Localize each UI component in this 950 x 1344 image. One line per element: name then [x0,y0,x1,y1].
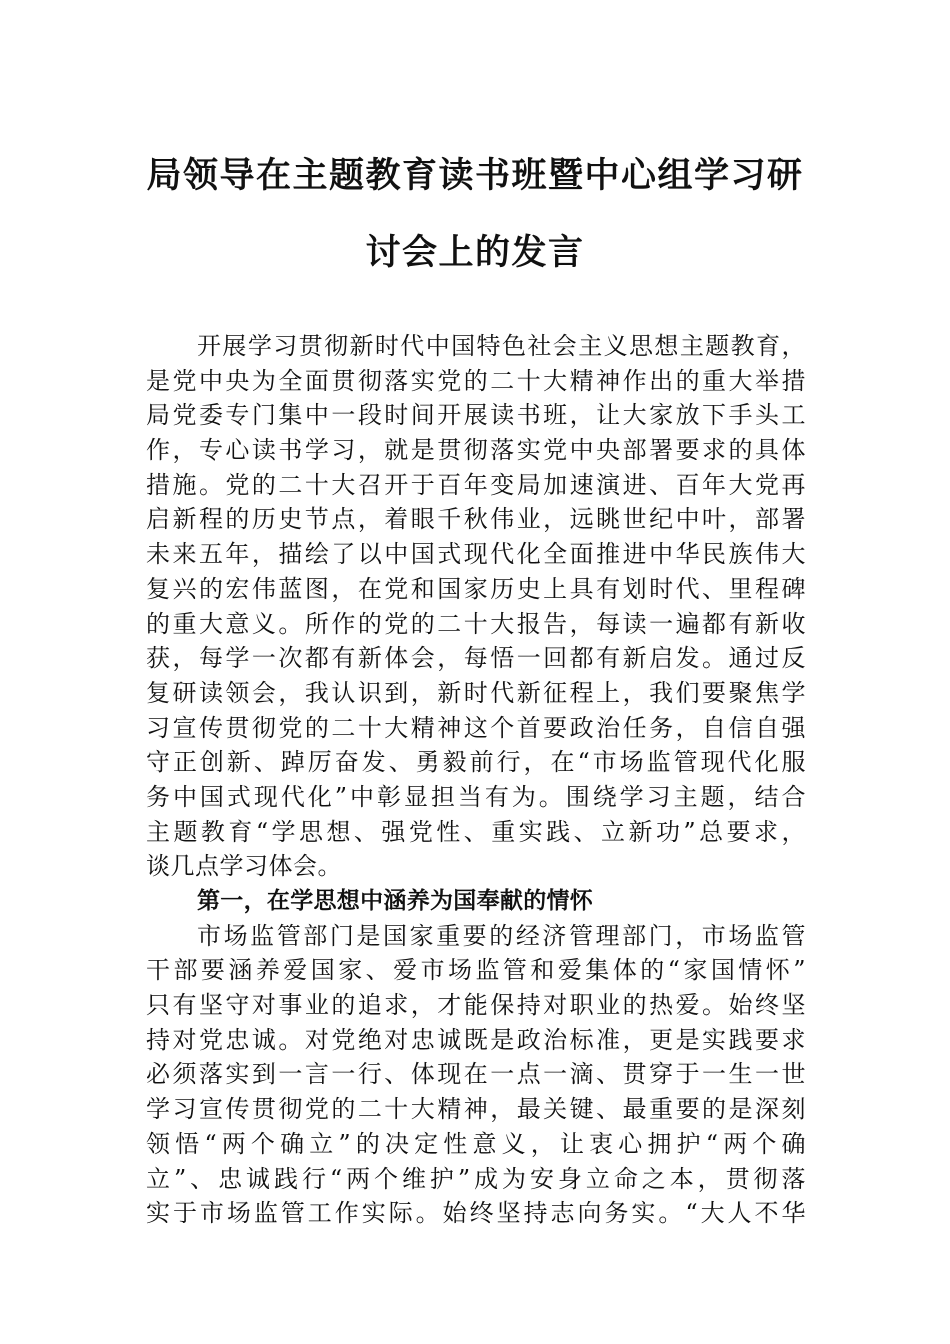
body-line: 措施。党的二十大召开于百年变局加速演进、百年大党再 [146,470,806,499]
body-line: 局党委专门集中一段时间开展读书班，让大家放下手头工 [146,401,806,430]
body-line: 主题教育“学思想、强党性、重实践、立新功”总要求， [146,817,806,846]
body-line: 作，专心读书学习，就是贯彻落实党中央部署要求的具体 [146,436,806,465]
body-line: 复兴的宏伟蓝图，在党和国家历史上具有划时代、里程碑 [146,574,806,603]
body-line: 谈几点学习体会。 [146,852,342,881]
body-line: 必须落实到一言一行、体现在一点一滴、贯穿于一生一世 [146,1060,806,1089]
title-line-2: 讨会上的发言 [365,232,585,273]
body-line: 市场监管部门是国家重要的经济管理部门，市场监管 [197,921,806,950]
section-heading: 第一，在学思想中涵养为国奉献的情怀 [197,888,594,914]
body-line: 习宣传贯彻党的二十大精神这个首要政治任务，自信自强 [146,713,806,742]
body-line: 的重大意义。所作的党的二十大报告，每读一遍都有新收 [146,609,806,638]
body-line: 只有坚守对事业的追求，才能保持对职业的热爱。始终坚 [146,991,806,1020]
body-line: 务中国式现代化”中彰显担当有为。围绕学习主题，结合 [146,782,806,811]
body-line: 持对党忠诚。对党绝对忠诚既是政治标准，更是实践要求 [146,1025,806,1054]
body-line: 是党中央为全面贯彻落实党的二十大精神作出的重大举措 [146,366,806,395]
document-body [146,329,806,1231]
body-line: 启新程的历史节点，着眼千秋伟业，远眺世纪中叶，部署 [146,505,806,534]
document-title [0,155,950,273]
body-line: 立”、忠诚践行“两个维护”成为安身立命之本，贯彻落 [146,1164,806,1193]
body-line: 复研读领会，我认识到，新时代新征程上，我们要聚焦学 [146,678,806,707]
body-line: 获，每学一次都有新体会，每悟一回都有新启发。通过反 [146,644,806,673]
body-line: 领悟“两个确立”的决定性意义，让衷心拥护“两个确 [146,1129,806,1158]
body-line: 学习宣传贯彻党的二十大精神，最关键、最重要的是深刻 [146,1095,806,1124]
body-line: 开展学习贯彻新时代中国特色社会主义思想主题教育， [197,332,806,360]
body-line: 干部要涵养爱国家、爱市场监管和爱集体的“家国情怀” [146,956,806,985]
title-line-1: 局领导在主题教育读书班暨中心组学习研 [146,155,804,196]
body-line: 实于市场监管工作实际。始终坚持志向务实。“大人不华 [146,1199,806,1228]
body-line: 未来五年，描绘了以中国式现代化全面推进中华民族伟大 [146,540,806,569]
body-line: 守正创新、踔厉奋发、勇毅前行，在“市场监管现代化服 [146,748,806,777]
